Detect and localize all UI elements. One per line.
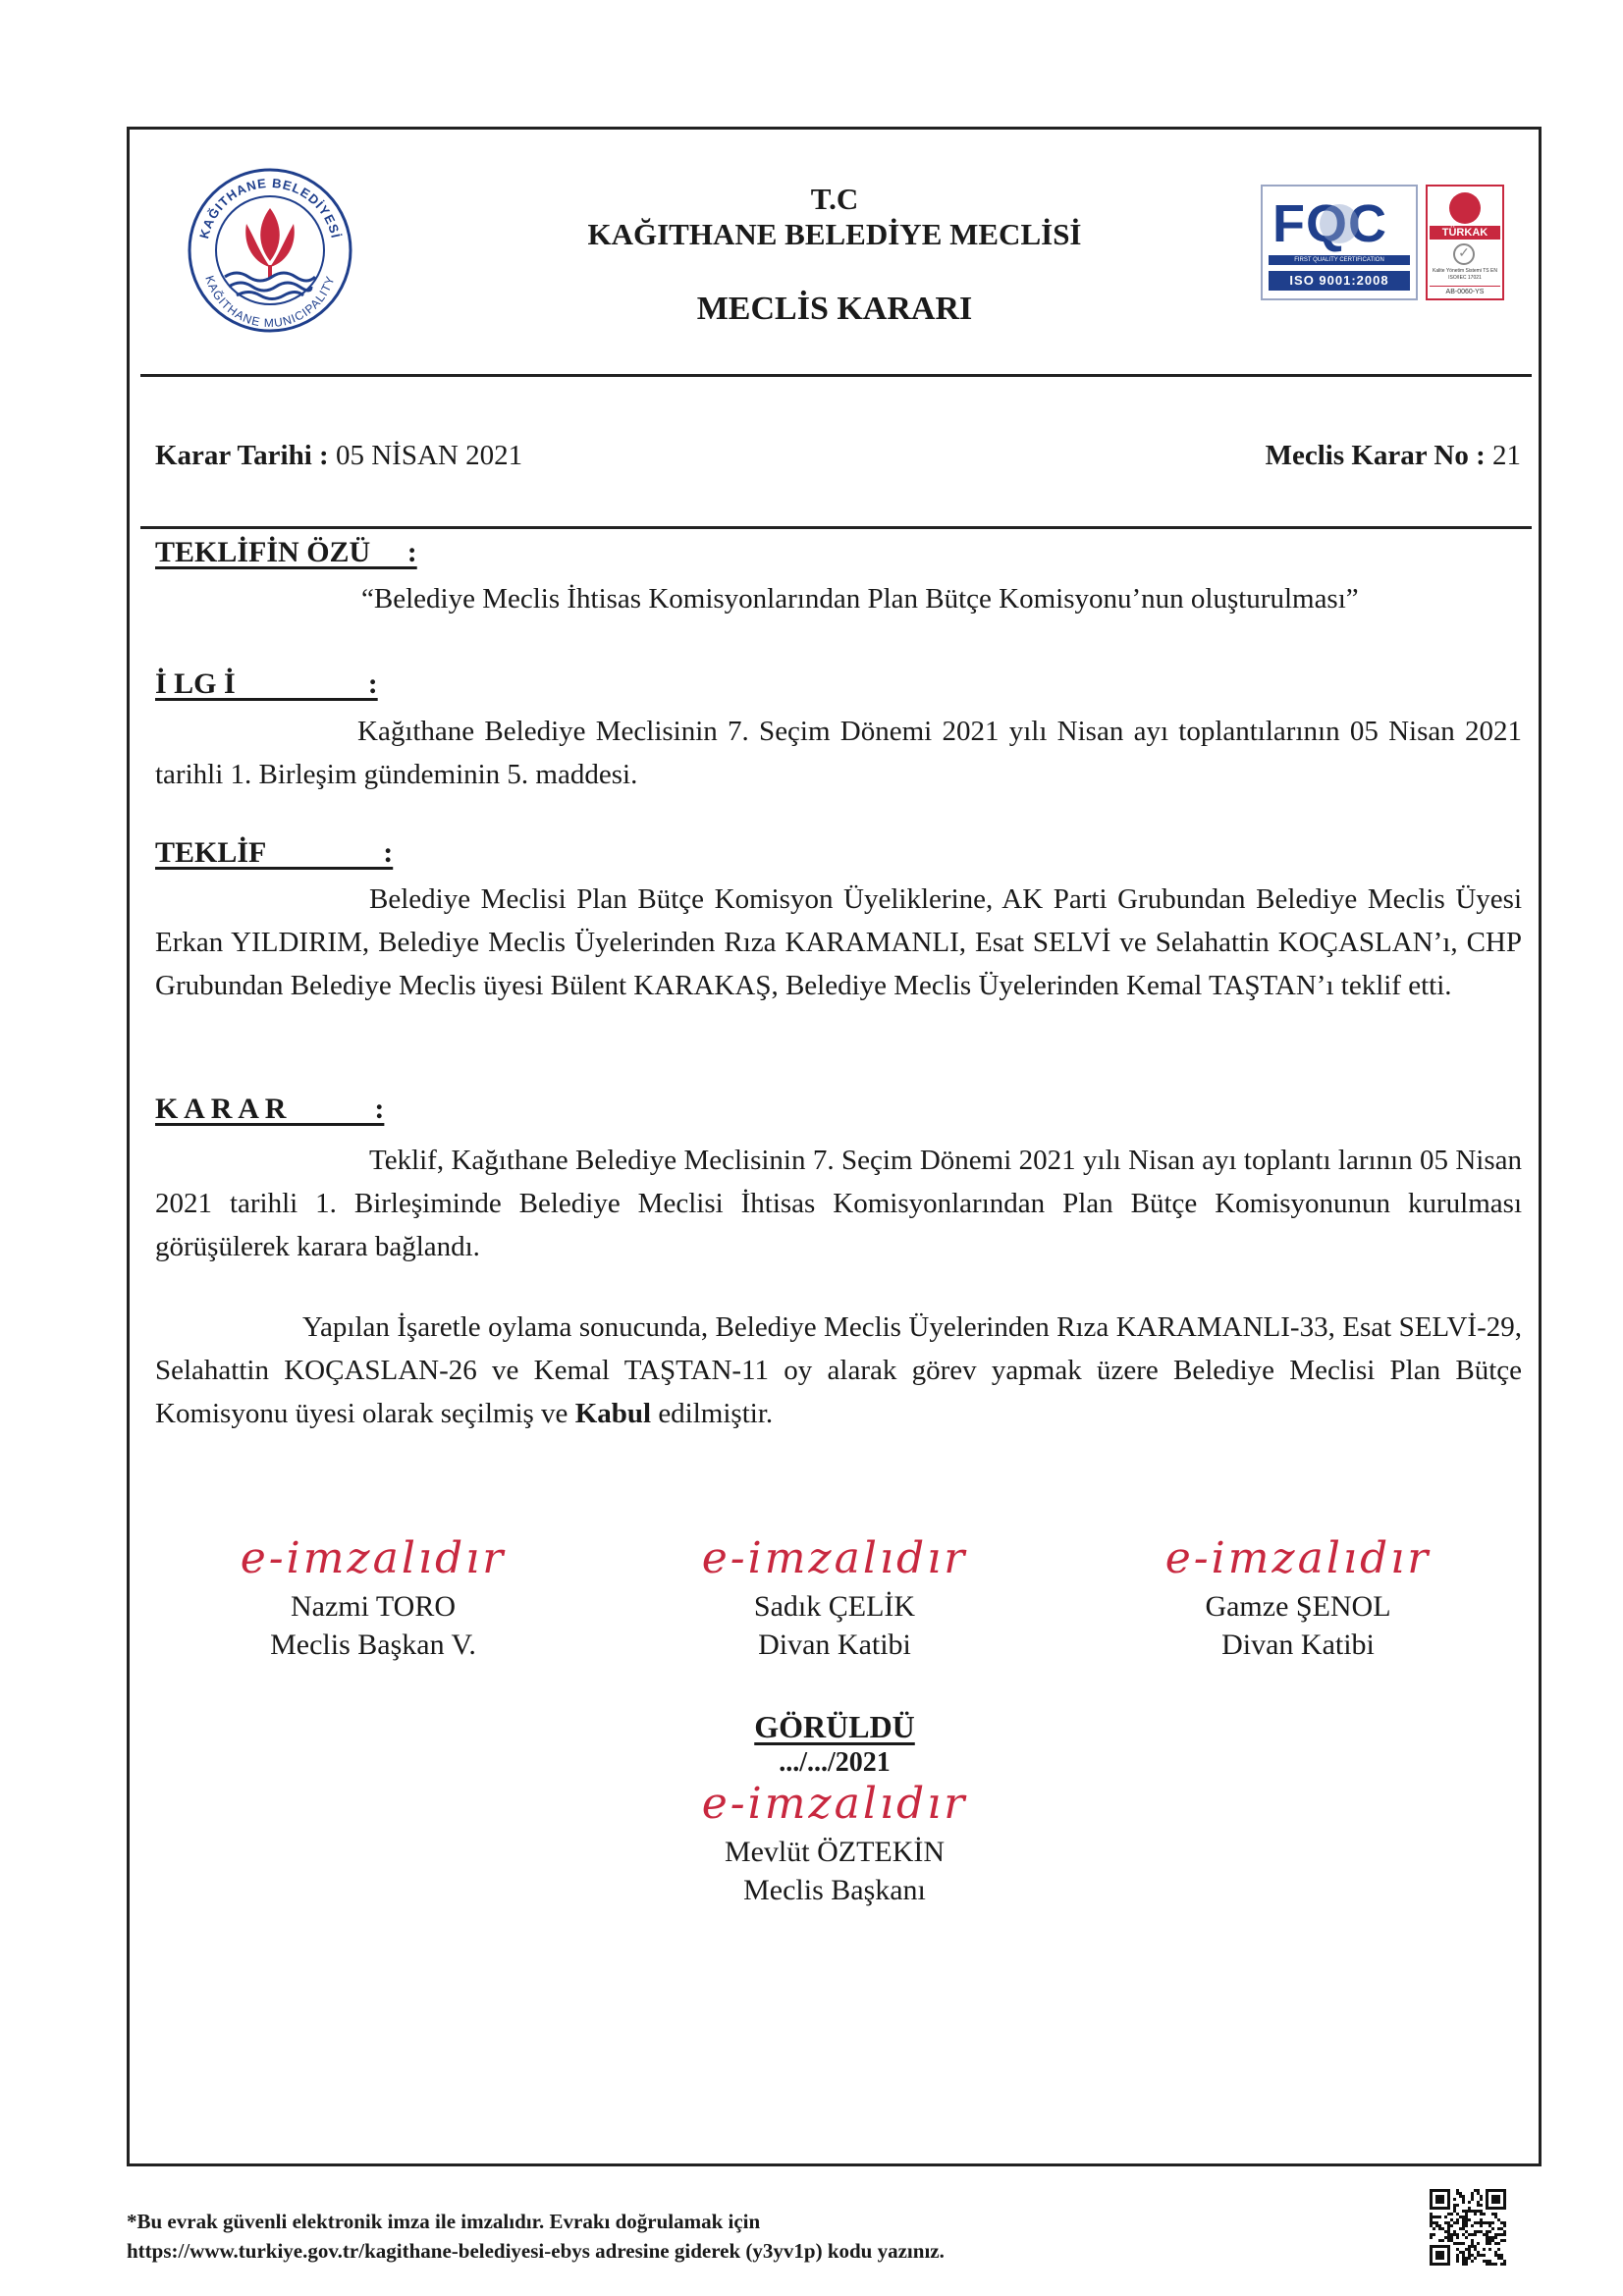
signer-name: Sadık ÇELİK — [753, 1590, 916, 1623]
page-title: MECLİS KARARI — [696, 291, 973, 327]
check-icon: ✓ — [1453, 243, 1475, 265]
svg-text:KAĞITHANE MUNICIPALITY — [202, 274, 337, 330]
globe-icon — [1320, 204, 1359, 243]
signature-block-mayor — [668, 1708, 1001, 1909]
turkak-emblem-icon — [1449, 192, 1481, 224]
vote-result-accepted: Kabul — [574, 1398, 652, 1429]
vote-result-text-end: edilmiştir. — [651, 1398, 774, 1429]
e-signature-mark: e-imzalıdır — [701, 1533, 968, 1583]
signer-title: Divan Katibi — [758, 1629, 911, 1661]
footer-line-2: https://www.turkiye.gov.tr/kagithane-belediyesi-ebys adresine giderek (y3yv1p) kodu yazınız. — [127, 2239, 945, 2263]
turkak-brand-text: TÜRKAK — [1430, 226, 1500, 240]
vote-result-text-main: Yapılan İşaretle oylama sonucunda, Belediye Meclis Üyelerinden Rıza KARAMANLI-33, Esat SELVİ-29, Selahattin KOÇASLAN-26 ve Kemal TAŞTAN-11 oy alarak görev yapmak üzere Belediye Meclisi Plan Bütçe Komisyonu üyesi olarak seçilmiş ve — [155, 1311, 1522, 1429]
signature-block-clerk-1 — [668, 1533, 1001, 1664]
signer-title: Meclis Başkan V. — [270, 1629, 476, 1661]
decision-date — [155, 434, 522, 477]
logo-text-bottom: KAĞITHANE MUNICIPALITY — [202, 273, 338, 331]
fqc-iso-certificate-logo — [1261, 185, 1418, 300]
footer-line-1: *Bu evrak güvenli elektronik imza ile imzalıdır. Evrakı doğrulamak için — [127, 2210, 761, 2233]
fqc-logo-text: FQC — [1272, 194, 1387, 253]
signature-block-clerk-2 — [1131, 1533, 1465, 1664]
logo-text-top: KAĞITHANE BELEDİYESİ — [196, 175, 344, 240]
decision-number — [1266, 434, 1521, 477]
header-line-council: KAĞITHANE BELEDİYE MECLİSİ — [587, 217, 1082, 251]
reference-label: İ LG İ : — [155, 667, 378, 700]
proposal-summary-text: “Belediye Meclis İhtisas Komisyonlarından Plan Bütçe Komisyonu’nun oluşturulması” — [361, 583, 1359, 614]
signer-name: Mevlüt ÖZTEKİN — [724, 1836, 946, 1868]
turkak-code-text: AB-0060-YS — [1430, 286, 1500, 297]
decision-number-label: Meclis Karar No : — [1265, 440, 1486, 471]
municipality-logo — [182, 167, 358, 334]
fqc-sub-text: FIRST QUALITY CERTIFICATION — [1269, 255, 1410, 265]
signer-title: Meclis Başkanı — [743, 1874, 926, 1906]
decision-text: Teklif, Kağıthane Belediye Meclisinin 7. Seçim Dönemi 2021 yılı Nisan ayı toplantı larının 05 Nisan 2021 tarihli 1. Birleşiminde Belediye Meclisi İhtisas Komisyonlarından Plan Bütçe Komisyonunun kurulması görüşülerek karara bağlandı. — [155, 1145, 1522, 1262]
signer-name: Nazmi TORO — [290, 1590, 457, 1623]
proposal-summary-label: TEKLİFİN ÖZÜ : — [155, 536, 417, 568]
signer-title: Divan Katibi — [1221, 1629, 1375, 1661]
e-signature-mark: e-imzalıdır — [701, 1779, 968, 1829]
e-signature-mark: e-imzalıdır — [1164, 1533, 1432, 1583]
turkak-accreditation-logo — [1426, 185, 1504, 300]
reference-text: Kağıthane Belediye Meclisinin 7. Seçim Dönemi 2021 yılı Nisan ayı toplantılarının 05 Nisan 2021 tarihli 1. Birleşim gündeminin 5. maddesi. — [155, 716, 1522, 790]
proposal-text: Belediye Meclisi Plan Bütçe Komisyon Üyeliklerine, AK Parti Grubundan Belediye Meclis Üyesi Erkan YILDIRIM, Belediye Meclis Üyelerinden Rıza KARAMANLI, Esat SELVİ ve Selahattin KOÇASLAN’ı, CHP Grubundan Belediye Meclis üyesi Bülent KARAKAŞ, Belediye Meclis Üyelerinden Kemal TAŞTAN’ı teklif etti. — [155, 883, 1522, 1001]
decision-date-label: Karar Tarihi : — [155, 440, 329, 471]
signature-block-chairman-deputy — [206, 1533, 540, 1664]
seen-label: GÖRÜLDÜ — [754, 1709, 915, 1744]
proposal-label: TEKLİF : — [155, 836, 394, 869]
fqc-iso-text: ISO 9001:2008 — [1269, 271, 1410, 291]
verification-qr-code — [1430, 2189, 1506, 2266]
decision-date-value: 05 NİSAN 2021 — [335, 440, 523, 471]
decision-label: K A R A R : — [155, 1093, 385, 1125]
header-divider — [140, 374, 1532, 377]
vote-result-text — [155, 1306, 1522, 1435]
header-line-tc: T.C — [810, 182, 859, 216]
footer-verification-note — [127, 2207, 1364, 2266]
signer-name: Gamze ŞENOL — [1205, 1590, 1391, 1623]
meta-divider — [140, 526, 1532, 529]
e-signature-mark: e-imzalıdır — [240, 1533, 507, 1583]
turkak-system-text: Kalite Yönetim Sistemi TS EN ISO/IEC 17021 — [1433, 268, 1497, 281]
decision-number-value: 21 — [1492, 440, 1521, 471]
seen-date: .../.../2021 — [779, 1747, 891, 1778]
